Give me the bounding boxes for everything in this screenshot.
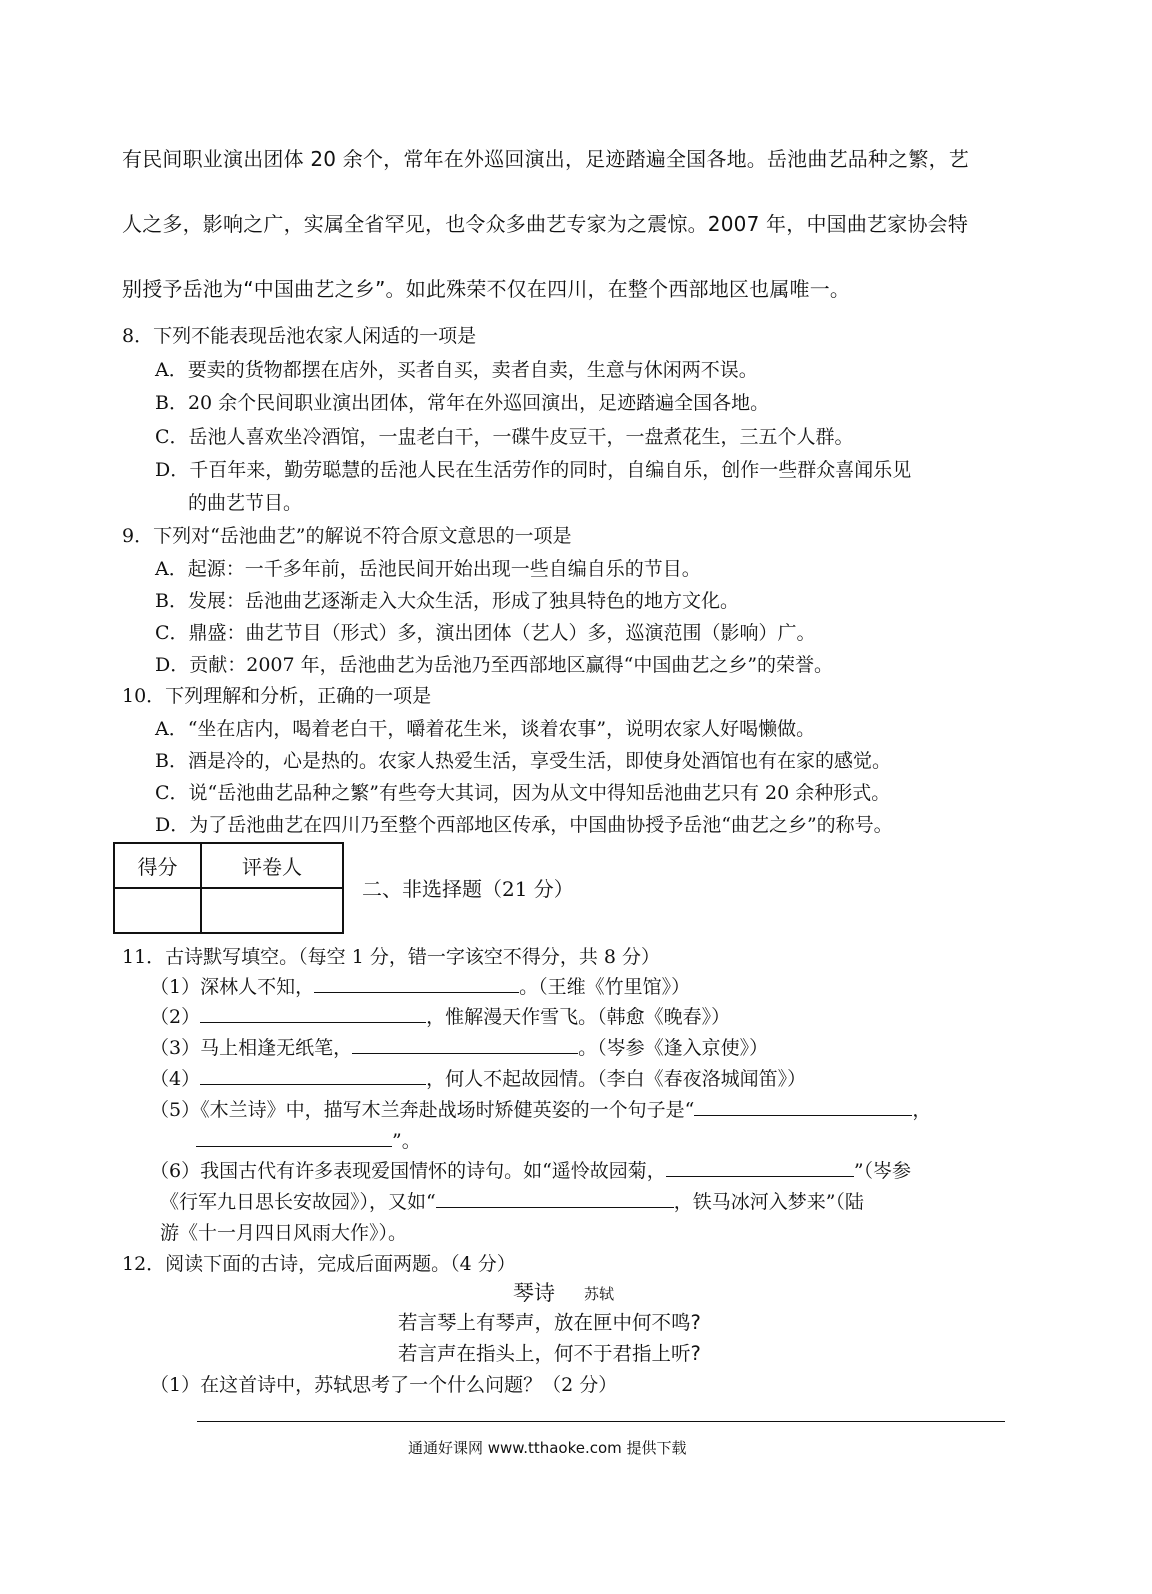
poem-line-2: 若言声在指头上，何不于君指上听? [398,1342,701,1365]
q11-item-6-end: 游《十一月四日风雨大作》）。 [160,1222,408,1244]
grader-cell[interactable] [201,888,343,933]
grader-label: 评卷人 [201,843,343,888]
q10-option-d: D．为了岳池曲艺在四川乃至整个西部地区传承，中国曲协授予岳池“曲艺之乡”的称号。 [155,814,893,836]
answer-blank[interactable] [314,974,519,993]
footer-text: 通通好课网 www.tthaoke.com 提供下载 [408,1439,687,1457]
q9-option-d: D．贡献：2007 年，岳池曲艺为岳池乃至西部地区赢得“中国曲艺之乡”的荣誉。 [155,654,834,676]
passage-line-1: 有民间职业演出团体 20 余个，常年在外巡回演出，足迹踏遍全国各地。岳池曲艺品种之繁，艺 [122,147,969,171]
answer-line[interactable] [197,1421,1005,1422]
q11-item-6-cont: 《行军九日思长安故园》），又如“ ，铁马冰河入梦来”（陆 [160,1191,864,1213]
score-cell[interactable] [114,888,201,933]
passage-line-2: 人之多，影响之广，实属全省罕见，也令众多曲艺专家为之震惊。2007 年，中国曲艺家协会特 [122,212,969,236]
q11-item-6: （6）我国古代有许多表现爱国情怀的诗句。如“遥怜故园菊， ”（岑参 [150,1160,912,1182]
score-table [113,842,344,934]
q9-stem: 9．下列对“岳池曲艺”的解说不符合原文意思的一项是 [122,525,572,547]
answer-blank[interactable] [436,1189,674,1208]
q10-option-a: A．“坐在店内，喝着老白干，嚼着花生米，谈着农事”，说明农家人好喝懒做。 [155,718,816,740]
answer-blank[interactable] [666,1158,854,1177]
q12-stem: 12．阅读下面的古诗，完成后面两题。（4 分） [122,1253,516,1275]
answer-blank[interactable] [694,1097,912,1116]
q10-option-c: C．说“岳池曲艺品种之繁”有些夸大其词，因为从文中得知岳池曲艺只有 20 余种形式。 [155,782,891,804]
poem-title: 琴诗 [513,1281,555,1305]
q11-item-1: （1）深林人不知， 。（王维《竹里馆》） [150,976,691,998]
q8-stem: 8．下列不能表现岳池农家人闲适的一项是 [122,325,477,347]
poem-author: 苏轼 [584,1285,615,1303]
poem-line-1: 若言琴上有琴声，放在匣中何不鸣? [398,1311,701,1334]
answer-blank[interactable] [200,1004,426,1023]
answer-blank[interactable] [352,1035,578,1054]
q11-item-5: （5）《木兰诗》中，描写木兰奔赴战场时矫健英姿的一个句子是“ ， [150,1099,932,1121]
q8-option-b: B．20 余个民间职业演出团体，常年在外巡回演出，足迹踏遍全国各地。 [155,392,770,414]
q11-item-4: （4） ，何人不起故园情。（李白《春夜洛城闻笛》） [150,1068,807,1090]
answer-blank[interactable] [196,1128,392,1147]
q9-option-c: C．鼎盛：曲艺节目（形式）多，演出团体（艺人）多，巡演范围（影响）广。 [155,622,816,644]
q10-option-b: B．酒是冷的，心是热的。农家人热爱生活，享受生活，即使身处酒馆也有在家的感觉。 [155,750,891,772]
q11-item-5-cont: ”。 [196,1126,421,1153]
q12-sub-1: （1）在这首诗中，苏轼思考了一个什么问题？（2 分） [150,1374,618,1396]
q8-option-d: D．千百年来，勤劳聪慧的岳池人民在生活劳作的同时，自编自乐，创作一些群众喜闻乐见 [155,459,912,481]
q9-option-a: A．起源：一千多年前，岳池民间开始出现一些自编自乐的节目。 [155,558,701,580]
q9-option-b: B．发展：岳池曲艺逐渐走入大众生活，形成了独具特色的地方文化。 [155,590,739,612]
q11-item-3: （3）马上相逢无纸笔， 。（岑参《逢入京使》） [150,1037,769,1059]
q8-option-d-cont: 的曲艺节目。 [188,492,303,514]
q11-stem: 11．古诗默写填空。（每空 1 分，错一字该空不得分，共 8 分） [122,946,661,968]
passage-line-3: 别授予岳池为“中国曲艺之乡”。如此殊荣不仅在四川，在整个西部地区也属唯一。 [122,277,851,301]
q8-option-a: A．要卖的货物都摆在店外，买者自买，卖者自卖，生意与休闲两不误。 [155,359,758,381]
q10-stem: 10．下列理解和分析，正确的一项是 [122,685,432,707]
answer-blank[interactable] [200,1066,426,1085]
score-label: 得分 [114,843,201,888]
section-title: 二、非选择题（21 分） [362,877,574,901]
q8-option-c: C．岳池人喜欢坐冷酒馆，一盅老白干，一碟牛皮豆干，一盘煮花生，三五个人群。 [155,426,854,448]
q11-item-2: （2） ，惟解漫天作雪飞。（韩愈《晚春》） [150,1006,731,1028]
